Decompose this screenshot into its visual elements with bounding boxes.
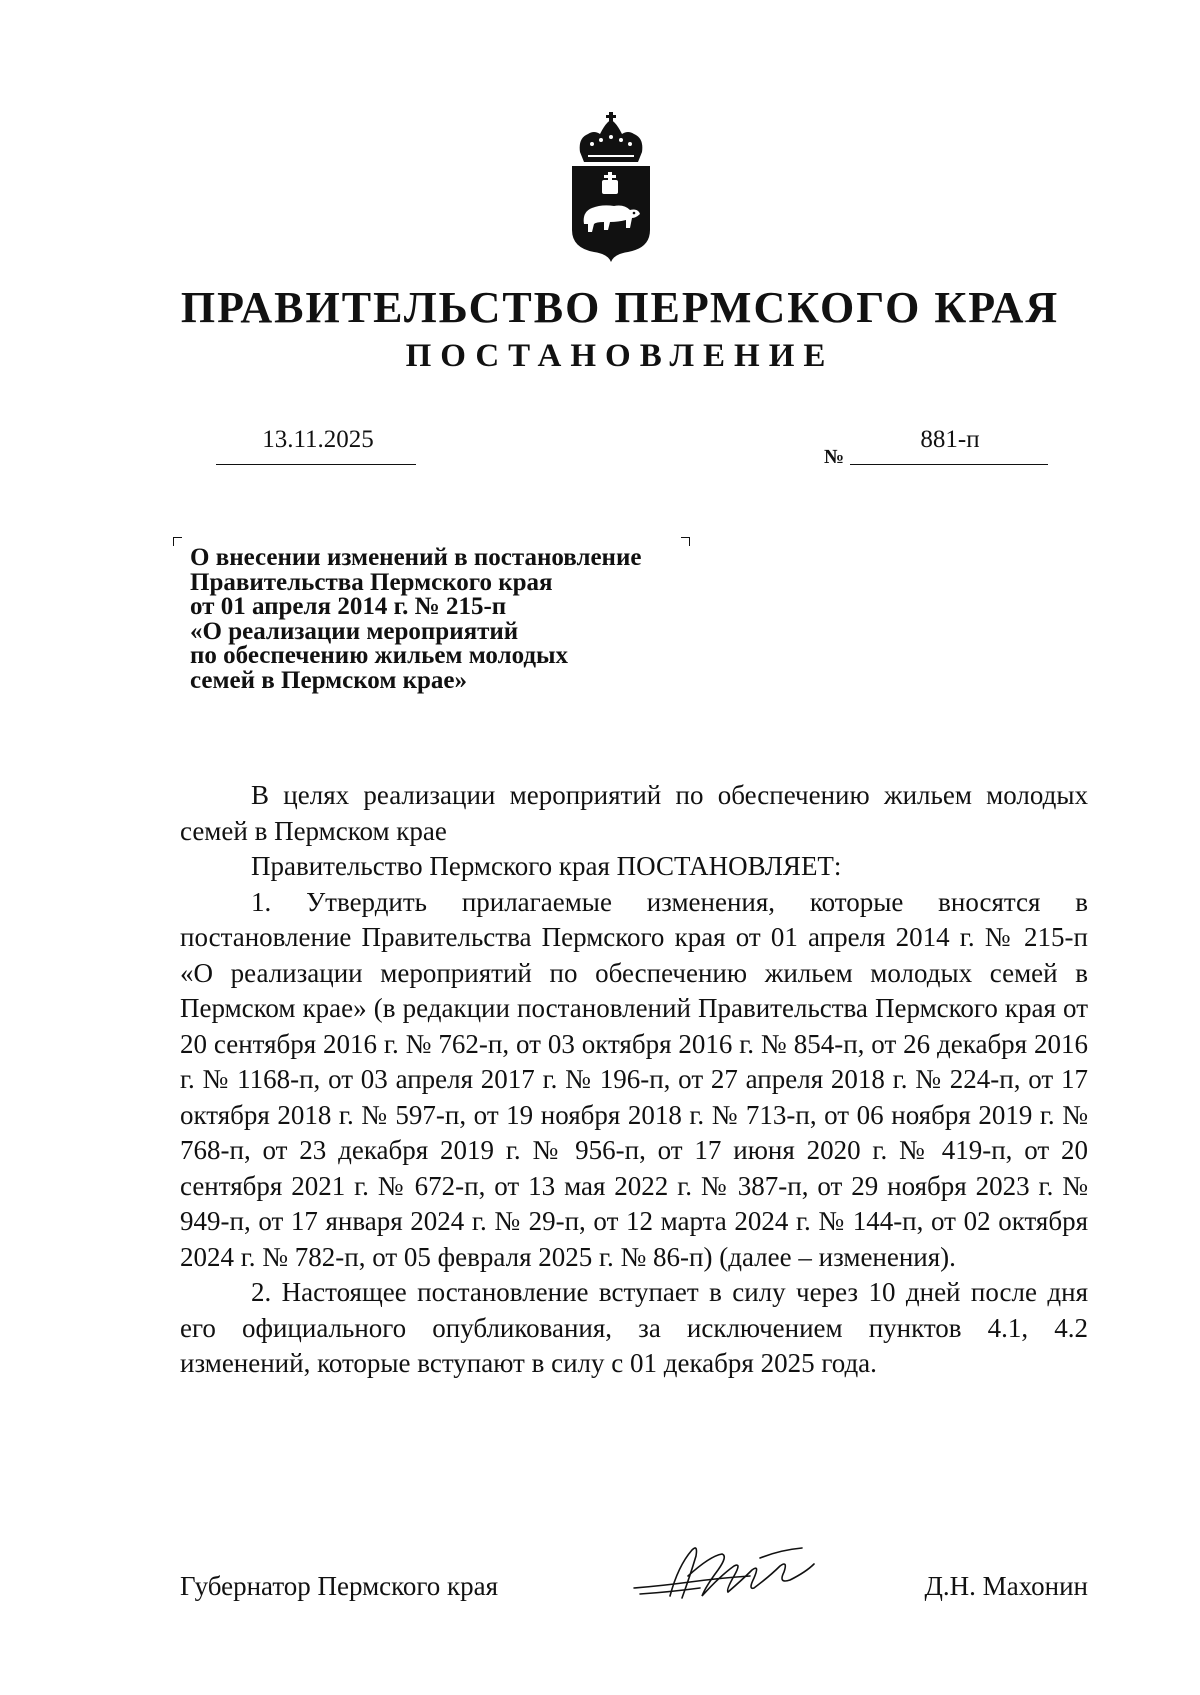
handwritten-signature-icon xyxy=(630,1536,820,1616)
item-2-paragraph: 2. Настоящее постановление вступает в силу через 10 дней после дня его официального опубликования, за исключением пунктов 4.1, 4.2 изменений, которые вступают в силу с 01 декабря 2025 года. xyxy=(180,1277,1088,1378)
subject-line: семей в Пермском крае» xyxy=(190,666,468,694)
date-underline xyxy=(216,464,416,465)
subject-line: по обеспечению жильем молодых xyxy=(190,642,569,669)
subject-corner-left xyxy=(173,537,182,546)
signatory-title: Губернатор Пермского края xyxy=(180,1571,499,1601)
signatory-name: Д.Н. Махонин xyxy=(924,1571,1088,1601)
authority-paragraph: Правительство Пермского края ПОСТАНОВЛЯЕТ: xyxy=(251,851,842,881)
preamble-paragraph: В целях реализации мероприятий по обеспечению жильем молодых семей в Пермском крае xyxy=(180,780,1088,846)
document-subject xyxy=(190,546,730,693)
item-1-paragraph: 1. Утвердить прилагаемые изменения, которые вносятся в постановление Правительства Пермского края от 01 апреля 2014 г. № 215-п «О реализации мероприятий по обеспечению жильем молодых семей в Пермском крае» (в редакции постановлений Правительства Пермского края от 20 сентября 2016 г. № 762-п, от 03 октября 2016 г. № 854-п, от 26 декабря 2016 г. № 1168-п, от 03 апреля 2017 г. № 196-п, от 27 апреля 2018 г. № 224-п, от 17 октября 2018 г. № 597-п, от 19 ноября 2018 г. № 713-п, от 06 ноября 2019 г. № 768-п, от 23 декабря 2019 г. № 956-п, от 17 июня 2020 г. № 419-п, от 20 сентября 2021 г. № 672-п, от 13 мая 2022 г. № 387-п, от 29 ноября 2023 г. № 949-п, от 17 января 2024 г. № 29-п, от 12 марта 2024 г. № 144-п, от 02 октября 2024 г. № 782-п, от 05 февраля 2025 г. № 86-п) (далее – изменения). xyxy=(180,886,1088,1272)
subject-line: Правительства Пермского края xyxy=(190,568,553,596)
number-sign: № xyxy=(824,446,845,468)
document-type: ПОСТАНОВЛЕНИЕ xyxy=(405,338,835,374)
perm-krai-coat-of-arms-icon xyxy=(566,112,656,262)
document-number: 881-п xyxy=(920,426,980,453)
subject-corner-right xyxy=(681,537,690,546)
subject-line: «О реализации мероприятий xyxy=(190,617,519,645)
subject-line: от 01 апреля 2014 г. № 215-п xyxy=(190,593,507,620)
organization-title: ПРАВИТЕЛЬСТВО ПЕРМСКОГО КРАЯ xyxy=(180,283,1060,332)
document-body xyxy=(180,778,1088,1382)
document-date: 13.11.2025 xyxy=(262,426,374,453)
subject-line: О внесении изменений в постановление xyxy=(190,544,642,571)
number-underline xyxy=(850,464,1048,465)
